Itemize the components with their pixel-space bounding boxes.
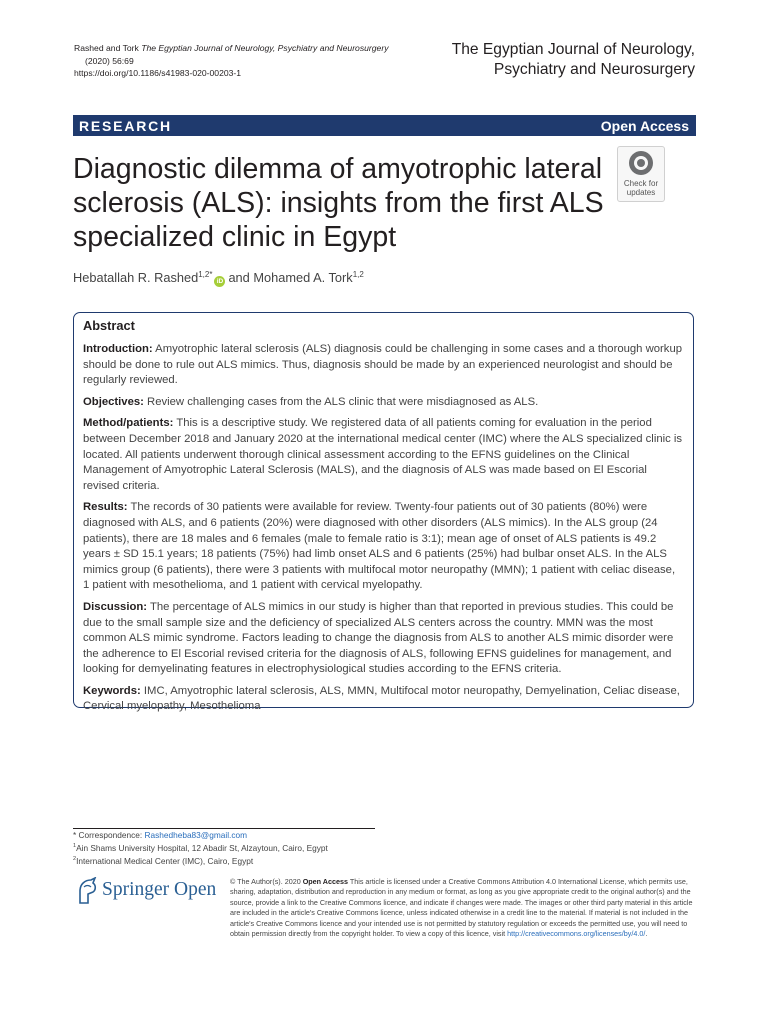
wordmark-part: Springer bbox=[102, 879, 170, 900]
section-text: This is a descriptive study. We registered data of all patients coming for evaluation in the period between December 2018 and January 2020 at the international medical center (IMC) where the ALS specialized clinic is located. All patients underwent thorough clinical assessment according to the EFNS guidelines on the Clinical Management of Amyotrophic Lateral Sclerosis (MALS), and the diagnosis of ALS was made based on El Escorial revised criteria. bbox=[83, 417, 683, 492]
author-affiliation-sup: 1,2 bbox=[352, 270, 364, 279]
section-text: The percentage of ALS mimics in our study is higher than that reported in previous studies. This could be due to the small sample size and the deficiency of specialized ALS centers across the country. MMN was the most common ALS mimic syndrome. Factors leading to change the diagnosis from ALS to another ALS mimic disorder were the adherence to El Escorial revised criteria for the diagnosis of ALS, following EFNS guidelines for management, and looking for demyelinating features in electrophysiological studies according to the EFNS criteria. bbox=[83, 600, 674, 676]
correspondence-email[interactable]: Rashedheba83@gmail.com bbox=[144, 830, 248, 840]
article-title bbox=[73, 152, 613, 254]
springer-open-logo[interactable] bbox=[76, 876, 216, 906]
abstract-heading: Abstract bbox=[83, 318, 135, 333]
copyright-notice: © The Author(s). 2020 bbox=[230, 877, 301, 886]
affiliation: Ain Shams University Hospital, 12 Abadir St, Alzaytoun, Cairo, Egypt bbox=[76, 842, 328, 853]
article-title-line1: Diagnostic dilemma of amyotrophic lateral bbox=[73, 153, 603, 185]
section-text: Review challenging cases from the ALS clinic that were misdiagnosed as ALS. bbox=[147, 395, 539, 408]
footnotes bbox=[73, 830, 328, 867]
affiliation-number: 2 bbox=[73, 855, 77, 862]
check-for-updates-button[interactable] bbox=[617, 146, 665, 202]
orcid-icon[interactable]: iD bbox=[214, 276, 225, 287]
check-for-updates-icon bbox=[629, 151, 653, 175]
article-title-line3: specialized clinic in Egypt bbox=[73, 221, 397, 253]
abstract-section bbox=[83, 416, 684, 494]
article-type-label: RESEARCH bbox=[79, 118, 172, 134]
section-label: Discussion: bbox=[83, 600, 148, 613]
affiliation: International Medical Center (IMC), Cairo, Egypt bbox=[76, 855, 254, 866]
section-label: Method/patients: bbox=[83, 417, 174, 430]
journal-name-line1: The Egyptian Journal of Neurology, bbox=[451, 41, 695, 58]
abstract-box bbox=[73, 312, 694, 713]
journal-name-line2: Psychiatry and Neurosurgery bbox=[493, 61, 695, 78]
footnote-divider bbox=[73, 828, 375, 829]
license-link[interactable]: http://creativecommons.org/licenses/by/4.0/ bbox=[507, 929, 646, 939]
section-text: The records of 30 patients were available for review. Twenty-four patients out of 30 patients (80%) were diagnosed with ALS, and 6 patients (20%) were diagnosed with other disorders (ALS mimics). In the ALS group (24 patients), there are 18 males and 6 females (male to female ratio is 3:1); mean age of onset of ALS patients is 49.2 years ± SD 15.1 years; 18 patients (75%) had limb onset ALS and 6 patients (25%) had bulbar onset ALS. In the ALS mimics group (6 patients), there were 3 patients with multifocal motor neuropathy (MMN); 1 patient with celiac disease, 1 patient with mesothelioma, and 1 patient with cervical myelopathy. bbox=[83, 501, 676, 592]
affiliation-number: 1 bbox=[73, 843, 77, 849]
springer-open-wordmark bbox=[102, 879, 216, 901]
doi-link[interactable]: https://doi.org/10.1186/s41983-020-00203-1 bbox=[74, 68, 242, 79]
author-list bbox=[73, 266, 364, 287]
abstract-section bbox=[83, 395, 684, 411]
section-label: Introduction: bbox=[83, 343, 153, 355]
author-name: Hebatallah R. Rashed bbox=[73, 270, 199, 285]
author-name: and Mohamed A. Tork bbox=[228, 270, 353, 285]
abstract-section bbox=[83, 684, 684, 715]
journal-name bbox=[365, 40, 695, 80]
section-label: Keywords: bbox=[83, 684, 141, 697]
citation-year: (2020) 56:69 bbox=[85, 55, 134, 66]
open-access-label: Open Access bbox=[600, 118, 689, 134]
article-title-line2: sclerosis (ALS): insights from the first ALS bbox=[73, 187, 604, 219]
check-for-updates-label bbox=[618, 179, 664, 197]
springer-horse-icon bbox=[76, 877, 98, 905]
check-line1: Check for bbox=[623, 179, 659, 188]
wordmark-part: Open bbox=[174, 879, 217, 900]
check-line2: updates bbox=[626, 188, 656, 197]
abstract-section bbox=[83, 600, 684, 678]
author-affiliation-sup: 1,2* bbox=[198, 270, 213, 279]
section-label: Objectives: bbox=[83, 395, 144, 408]
abstract-section bbox=[83, 500, 684, 594]
correspondence-label: * Correspondence: bbox=[73, 830, 143, 840]
citation-journal: The Egyptian Journal of Neurology, Psychiatry and Neurosurgery bbox=[141, 43, 389, 53]
open-access-label: Open Access bbox=[302, 877, 348, 886]
section-text: Amyotrophic lateral sclerosis (ALS) diagnosis could be challenging in some cases and a thorough workup should be done to rule out ALS mimics. Thus, diagnosis should be made by an experienced neurologist and should be regularly reviewed. bbox=[83, 343, 683, 387]
section-label: Results: bbox=[83, 501, 128, 514]
article-type-banner bbox=[73, 115, 696, 136]
license-end: . bbox=[645, 929, 648, 939]
license-text bbox=[230, 877, 695, 939]
section-text: IMC, Amyotrophic lateral sclerosis, ALS, MMN, Multifocal motor neuropathy, Demyelination, Celiac disease, Cervical myelopathy, Mesothelioma bbox=[83, 684, 680, 713]
citation-authors: Rashed and Tork bbox=[74, 43, 139, 53]
abstract-section bbox=[83, 342, 684, 389]
license-body: This article is licensed under a Creative Commons Attribution 4.0 International License, which permits use, sharing, adaptation, distribution and reproduction in any medium or format, as long as you give appropriate credit to the original author(s) and the source, provide a link to the Creative Commons licence, and indicate if changes were made. The images or other third party material in this article are included in the article's Creative Commons licence, unless indicated otherwise in a credit line to the material. If material is not included in the article's Creative Commons licence and your intended use is not permitted by statutory regulation or exceeds the permitted use, you will need to obtain permission directly from the copyright holder. To view a copy of this licence, visit bbox=[230, 877, 693, 939]
